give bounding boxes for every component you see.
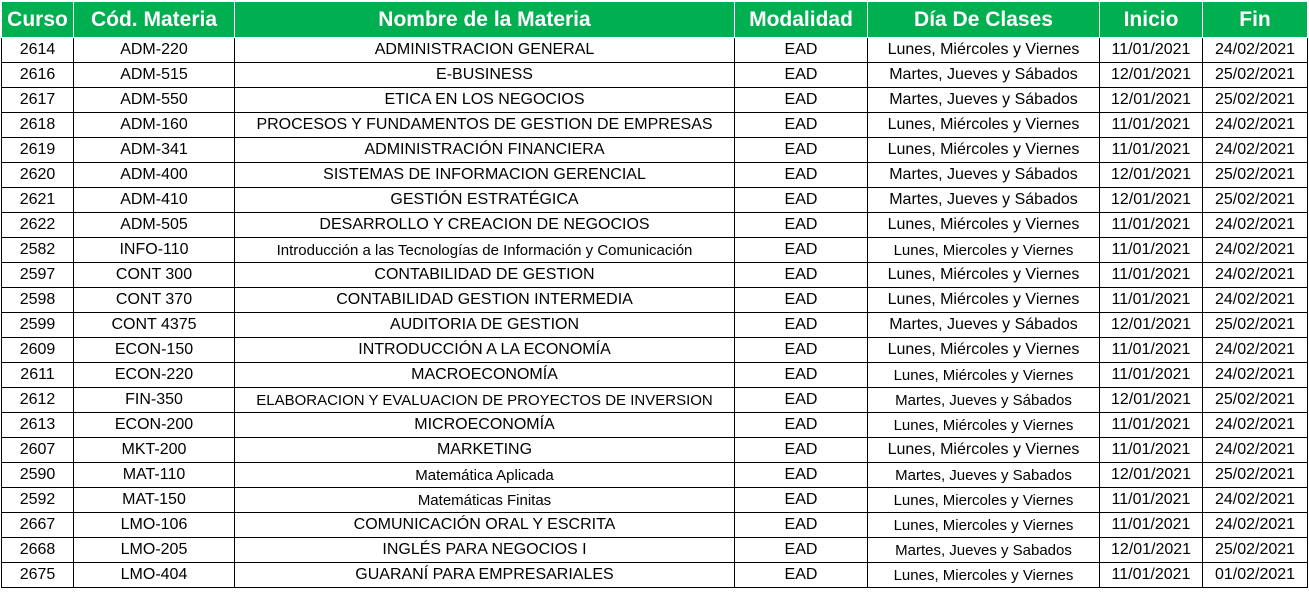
cod-materia-cell: LMO-205 (74, 538, 235, 563)
nombre-materia-cell: GUARANÍ PARA EMPRESARIALES (235, 563, 735, 588)
modalidad-cell: EAD (735, 113, 868, 138)
fin-cell: 24/02/2021 (1203, 263, 1308, 288)
fin-cell: 25/02/2021 (1203, 463, 1308, 488)
dia-de-clases-cell: Lunes, Miércoles y Viernes (868, 413, 1100, 438)
cod-materia-cell: ECON-220 (74, 363, 235, 388)
cod-materia-cell: MAT-150 (74, 488, 235, 513)
modalidad-cell: EAD (735, 513, 868, 538)
modalidad-cell: EAD (735, 63, 868, 88)
inicio-cell: 12/01/2021 (1100, 538, 1203, 563)
cod-materia-cell: ADM-410 (74, 188, 235, 213)
nombre-materia-cell: ADMINISTRACION GENERAL (235, 38, 735, 63)
dia-de-clases-cell: Lunes, Miercoles y Viernes (868, 563, 1100, 588)
inicio-cell: 12/01/2021 (1100, 163, 1203, 188)
header-modalidad: Modalidad (735, 2, 868, 38)
fin-cell: 25/02/2021 (1203, 188, 1308, 213)
inicio-cell: 12/01/2021 (1100, 388, 1203, 413)
cod-materia-cell: ADM-515 (74, 63, 235, 88)
table-row (2, 113, 1308, 138)
table-row (2, 138, 1308, 163)
fin-cell: 24/02/2021 (1203, 288, 1308, 313)
fin-cell: 24/02/2021 (1203, 438, 1308, 463)
inicio-cell: 11/01/2021 (1100, 238, 1203, 263)
modalidad-cell: EAD (735, 263, 868, 288)
nombre-materia-cell: MACROECONOMÍA (235, 363, 735, 388)
header-dia-de-clases: Día De Clases (868, 2, 1100, 38)
modalidad-cell: EAD (735, 188, 868, 213)
curso-cell: 2582 (2, 238, 74, 263)
dia-de-clases-cell: Lunes, Miércoles y Viernes (868, 38, 1100, 63)
dia-de-clases-cell: Lunes, Miércoles y Viernes (868, 263, 1100, 288)
inicio-cell: 12/01/2021 (1100, 188, 1203, 213)
fin-cell: 24/02/2021 (1203, 138, 1308, 163)
dia-de-clases-cell: Lunes, Miércoles y Viernes (868, 363, 1100, 388)
inicio-cell: 12/01/2021 (1100, 63, 1203, 88)
nombre-materia-cell: INGLÉS PARA NEGOCIOS I (235, 538, 735, 563)
modalidad-cell: EAD (735, 288, 868, 313)
nombre-materia-cell: Matemáticas Finitas (235, 488, 735, 513)
fin-cell: 24/02/2021 (1203, 513, 1308, 538)
curso-cell: 2609 (2, 338, 74, 363)
header-cod-materia: Cód. Materia (74, 2, 235, 38)
nombre-materia-cell: INTRODUCCIÓN A LA ECONOMÍA (235, 338, 735, 363)
table-row (2, 413, 1308, 438)
cod-materia-cell: LMO-106 (74, 513, 235, 538)
curso-cell: 2617 (2, 88, 74, 113)
table-row (2, 263, 1308, 288)
table-row (2, 438, 1308, 463)
fin-cell: 24/02/2021 (1203, 338, 1308, 363)
dia-de-clases-cell: Lunes, Miércoles y Viernes (868, 338, 1100, 363)
dia-de-clases-cell: Lunes, Miercoles y Viernes (868, 238, 1100, 263)
curso-cell: 2599 (2, 313, 74, 338)
modalidad-cell: EAD (735, 138, 868, 163)
modalidad-cell: EAD (735, 463, 868, 488)
curso-cell: 2619 (2, 138, 74, 163)
inicio-cell: 11/01/2021 (1100, 438, 1203, 463)
modalidad-cell: EAD (735, 238, 868, 263)
nombre-materia-cell: PROCESOS Y FUNDAMENTOS DE GESTION DE EMPRESAS (235, 113, 735, 138)
inicio-cell: 11/01/2021 (1100, 563, 1203, 588)
inicio-cell: 11/01/2021 (1100, 213, 1203, 238)
modalidad-cell: EAD (735, 438, 868, 463)
table-row (2, 188, 1308, 213)
cod-materia-cell: LMO-404 (74, 563, 235, 588)
modalidad-cell: EAD (735, 363, 868, 388)
modalidad-cell: EAD (735, 563, 868, 588)
curso-cell: 2614 (2, 38, 74, 63)
table-row (2, 363, 1308, 388)
cod-materia-cell: ADM-341 (74, 138, 235, 163)
nombre-materia-cell: ADMINISTRACIÓN FINANCIERA (235, 138, 735, 163)
modalidad-cell: EAD (735, 413, 868, 438)
cod-materia-cell: CONT 370 (74, 288, 235, 313)
dia-de-clases-cell: Martes, Jueves y Sabados (868, 463, 1100, 488)
dia-de-clases-cell: Lunes, Miércoles y Viernes (868, 438, 1100, 463)
modalidad-cell: EAD (735, 313, 868, 338)
inicio-cell: 11/01/2021 (1100, 38, 1203, 63)
table-row (2, 288, 1308, 313)
curso-cell: 2620 (2, 163, 74, 188)
cod-materia-cell: CONT 300 (74, 263, 235, 288)
modalidad-cell: EAD (735, 388, 868, 413)
fin-cell: 25/02/2021 (1203, 63, 1308, 88)
inicio-cell: 11/01/2021 (1100, 138, 1203, 163)
dia-de-clases-cell: Lunes, Miércoles y Viernes (868, 213, 1100, 238)
inicio-cell: 11/01/2021 (1100, 338, 1203, 363)
cod-materia-cell: ADM-220 (74, 38, 235, 63)
nombre-materia-cell: Matemática Aplicada (235, 463, 735, 488)
modalidad-cell: EAD (735, 488, 868, 513)
dia-de-clases-cell: Lunes, Miércoles y Viernes (868, 288, 1100, 313)
nombre-materia-cell: ELABORACION Y EVALUACION DE PROYECTOS DE INVERSION (235, 388, 735, 413)
table-row (2, 163, 1308, 188)
table-row (2, 513, 1308, 538)
nombre-materia-cell: CONTABILIDAD DE GESTION (235, 263, 735, 288)
nombre-materia-cell: GESTIÓN ESTRATÉGICA (235, 188, 735, 213)
curso-cell: 2668 (2, 538, 74, 563)
inicio-cell: 12/01/2021 (1100, 88, 1203, 113)
nombre-materia-cell: CONTABILIDAD GESTION INTERMEDIA (235, 288, 735, 313)
cod-materia-cell: ADM-160 (74, 113, 235, 138)
curso-cell: 2612 (2, 388, 74, 413)
nombre-materia-cell: COMUNICACIÓN ORAL Y ESCRITA (235, 513, 735, 538)
fin-cell: 25/02/2021 (1203, 88, 1308, 113)
cod-materia-cell: ADM-505 (74, 213, 235, 238)
fin-cell: 25/02/2021 (1203, 163, 1308, 188)
curso-cell: 2613 (2, 413, 74, 438)
inicio-cell: 12/01/2021 (1100, 313, 1203, 338)
fin-cell: 24/02/2021 (1203, 488, 1308, 513)
curso-cell: 2616 (2, 63, 74, 88)
dia-de-clases-cell: Martes, Jueves y Sábados (868, 163, 1100, 188)
header-inicio: Inicio (1100, 2, 1203, 38)
table-row (2, 563, 1308, 588)
header-nombre-materia: Nombre de la Materia (235, 2, 735, 38)
fin-cell: 24/02/2021 (1203, 213, 1308, 238)
nombre-materia-cell: Introducción a las Tecnologías de Información y Comunicación (235, 238, 735, 263)
cod-materia-cell: ECON-150 (74, 338, 235, 363)
dia-de-clases-cell: Martes, Jueves y Sábados (868, 388, 1100, 413)
table-row (2, 313, 1308, 338)
curso-cell: 2592 (2, 488, 74, 513)
table-row (2, 38, 1308, 63)
dia-de-clases-cell: Martes, Jueves y Sábados (868, 188, 1100, 213)
nombre-materia-cell: ETICA EN LOS NEGOCIOS (235, 88, 735, 113)
modalidad-cell: EAD (735, 38, 868, 63)
inicio-cell: 11/01/2021 (1100, 113, 1203, 138)
curso-cell: 2675 (2, 563, 74, 588)
table-row (2, 463, 1308, 488)
fin-cell: 25/02/2021 (1203, 313, 1308, 338)
dia-de-clases-cell: Lunes, Miércoles y Viernes (868, 113, 1100, 138)
fin-cell: 24/02/2021 (1203, 113, 1308, 138)
curso-cell: 2607 (2, 438, 74, 463)
course-schedule-table (1, 1, 1308, 588)
fin-cell: 24/02/2021 (1203, 238, 1308, 263)
table-row (2, 388, 1308, 413)
curso-cell: 2621 (2, 188, 74, 213)
curso-cell: 2618 (2, 113, 74, 138)
header-row (2, 2, 1308, 38)
inicio-cell: 11/01/2021 (1100, 263, 1203, 288)
cod-materia-cell: CONT 4375 (74, 313, 235, 338)
fin-cell: 24/02/2021 (1203, 413, 1308, 438)
cod-materia-cell: ADM-550 (74, 88, 235, 113)
cod-materia-cell: INFO-110 (74, 238, 235, 263)
dia-de-clases-cell: Martes, Jueves y Sábados (868, 313, 1100, 338)
modalidad-cell: EAD (735, 213, 868, 238)
inicio-cell: 11/01/2021 (1100, 513, 1203, 538)
nombre-materia-cell: MARKETING (235, 438, 735, 463)
nombre-materia-cell: AUDITORIA DE GESTION (235, 313, 735, 338)
inicio-cell: 11/01/2021 (1100, 363, 1203, 388)
cod-materia-cell: MAT-110 (74, 463, 235, 488)
table-row (2, 63, 1308, 88)
fin-cell: 24/02/2021 (1203, 363, 1308, 388)
header-curso: Curso (2, 2, 74, 38)
nombre-materia-cell: SISTEMAS DE INFORMACION GERENCIAL (235, 163, 735, 188)
dia-de-clases-cell: Lunes, Miercoles y Viernes (868, 513, 1100, 538)
dia-de-clases-cell: Martes, Jueves y Sábados (868, 88, 1100, 113)
curso-cell: 2667 (2, 513, 74, 538)
cod-materia-cell: FIN-350 (74, 388, 235, 413)
cod-materia-cell: ADM-400 (74, 163, 235, 188)
table-row (2, 538, 1308, 563)
curso-cell: 2597 (2, 263, 74, 288)
table-row (2, 88, 1308, 113)
dia-de-clases-cell: Martes, Jueves y Sábados (868, 63, 1100, 88)
nombre-materia-cell: MICROECONOMÍA (235, 413, 735, 438)
fin-cell: 25/02/2021 (1203, 538, 1308, 563)
inicio-cell: 12/01/2021 (1100, 463, 1203, 488)
inicio-cell: 11/01/2021 (1100, 488, 1203, 513)
modalidad-cell: EAD (735, 88, 868, 113)
curso-cell: 2598 (2, 288, 74, 313)
modalidad-cell: EAD (735, 163, 868, 188)
fin-cell: 25/02/2021 (1203, 388, 1308, 413)
fin-cell: 01/02/2021 (1203, 563, 1308, 588)
table-row (2, 213, 1308, 238)
fin-cell: 24/02/2021 (1203, 38, 1308, 63)
nombre-materia-cell: E-BUSINESS (235, 63, 735, 88)
header-fin: Fin (1203, 2, 1308, 38)
cod-materia-cell: ECON-200 (74, 413, 235, 438)
nombre-materia-cell: DESARROLLO Y CREACION DE NEGOCIOS (235, 213, 735, 238)
curso-cell: 2622 (2, 213, 74, 238)
modalidad-cell: EAD (735, 538, 868, 563)
curso-cell: 2590 (2, 463, 74, 488)
cod-materia-cell: MKT-200 (74, 438, 235, 463)
table-row (2, 238, 1308, 263)
modalidad-cell: EAD (735, 338, 868, 363)
table-row (2, 488, 1308, 513)
table-row (2, 338, 1308, 363)
dia-de-clases-cell: Martes, Jueves y Sabados (868, 538, 1100, 563)
inicio-cell: 11/01/2021 (1100, 288, 1203, 313)
dia-de-clases-cell: Lunes, Miercoles y Viernes (868, 488, 1100, 513)
curso-cell: 2611 (2, 363, 74, 388)
dia-de-clases-cell: Lunes, Miércoles y Viernes (868, 138, 1100, 163)
inicio-cell: 11/01/2021 (1100, 413, 1203, 438)
